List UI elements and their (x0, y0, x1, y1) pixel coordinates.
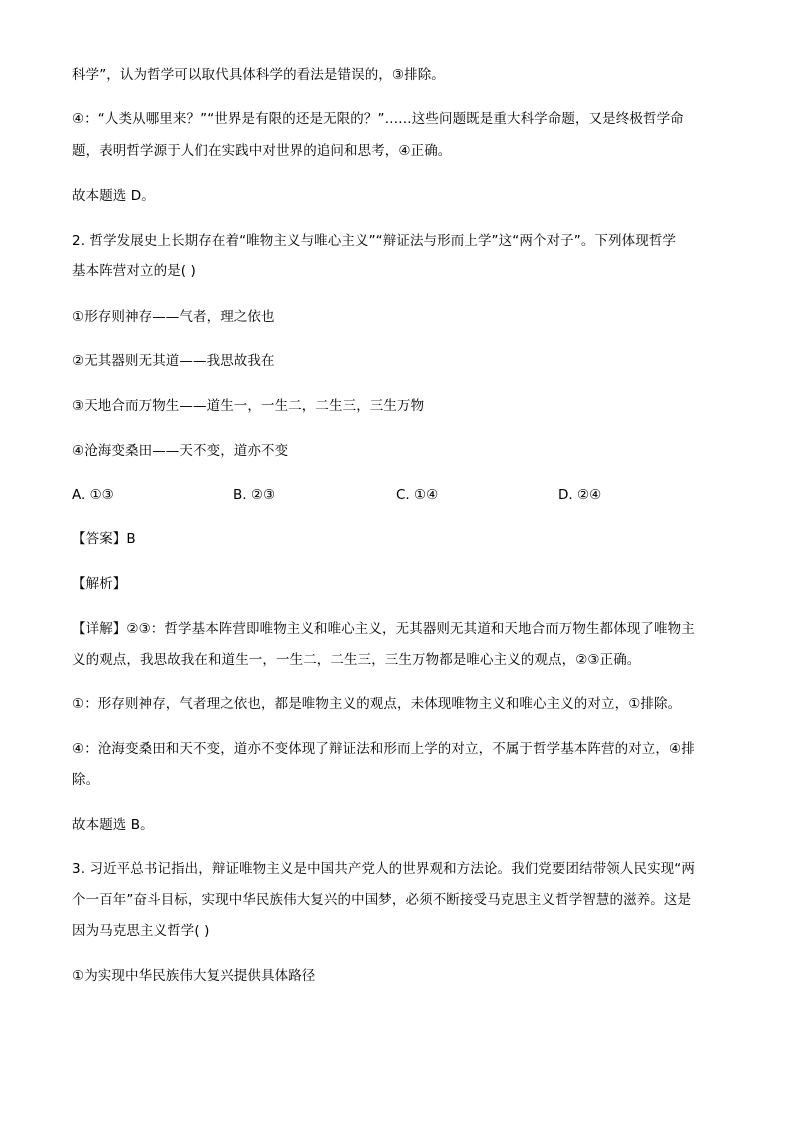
q2-detail-line1: 【详解】②③：哲学基本阵营即唯物主义和唯心主义，无其器则无其道和天地合而万物生都体现了唯物主 (72, 621, 695, 637)
q2-detail-line2: 义的观点，我思故我在和道生一，一生二，二生三，三生万物都是唯心主义的观点，②③正确。 (72, 652, 641, 668)
q2-item-4: ④沧海变桑田——天不变，道亦不变 (72, 443, 289, 459)
q2-option-d: D. ②④ (558, 487, 602, 503)
q2-option-a: A. ①③ (72, 487, 114, 503)
q2-analysis-label: 【解析】 (72, 576, 127, 592)
q2-item-3: ③天地合而万物生——道生一，一生二，二生三，三生万物 (72, 398, 425, 414)
q1-conclusion: 故本题选 D。 (72, 188, 155, 204)
q2-option-b: B. ②③ (233, 487, 276, 503)
q2-stem-line2: 基本阵营对立的是( ) (72, 263, 196, 279)
q2-point4-line2: 除。 (72, 772, 100, 788)
q1-point4-line2: 题，表明哲学源于人们在实践中对世界的追问和思考，④正确。 (72, 143, 452, 159)
q3-stem-line2: 个一百年”奋斗目标，实现中华民族伟大复兴的中国梦，必须不断接受马克思主义哲学智慧的滋养。这是 (72, 892, 692, 908)
q2-item-1: ①形存则神存——气者，理之依也 (72, 309, 275, 325)
q2-conclusion: 故本题选 B。 (72, 817, 154, 833)
q2-option-c: C. ①④ (396, 487, 439, 503)
q2-point1: ①：形存则神存，气者理之依也，都是唯物主义的观点，未体现唯物主义和唯心主义的对立，①排除。 (72, 696, 682, 712)
q3-stem-line3: 因为马克思主义哲学( ) (72, 923, 210, 939)
q2-stem-line1: 2. 哲学发展史上长期存在着“唯物主义与唯心主义”“辩证法与形而上学”这“两个对子”。下列体现哲学 (72, 233, 677, 249)
q1-tail-line: 科学”，认为哲学可以取代具体科学的看法是错误的，③排除。 (72, 67, 445, 83)
q2-item-2: ②无其器则无其道——我思故我在 (72, 353, 275, 369)
q2-point4-line1: ④：沧海变桑田和天不变，道亦不变体现了辩证法和形而上学的对立，不属于哲学基本阵营的对立，④排 (72, 741, 695, 757)
q3-stem-line1: 3. 习近平总书记指出，辩证唯物主义是中国共产党人的世界观和方法论。我们党要团结带领人民实现“两 (72, 861, 695, 877)
q1-point4-line1: ④：“人类从哪里来？”“世界是有限的还是无限的？”……这些问题既是重大科学命题，又是终极哲学命 (72, 111, 684, 127)
q2-answer: 【答案】B (72, 531, 136, 547)
q3-item-1: ①为实现中华民族伟大复兴提供具体路径 (72, 968, 316, 984)
